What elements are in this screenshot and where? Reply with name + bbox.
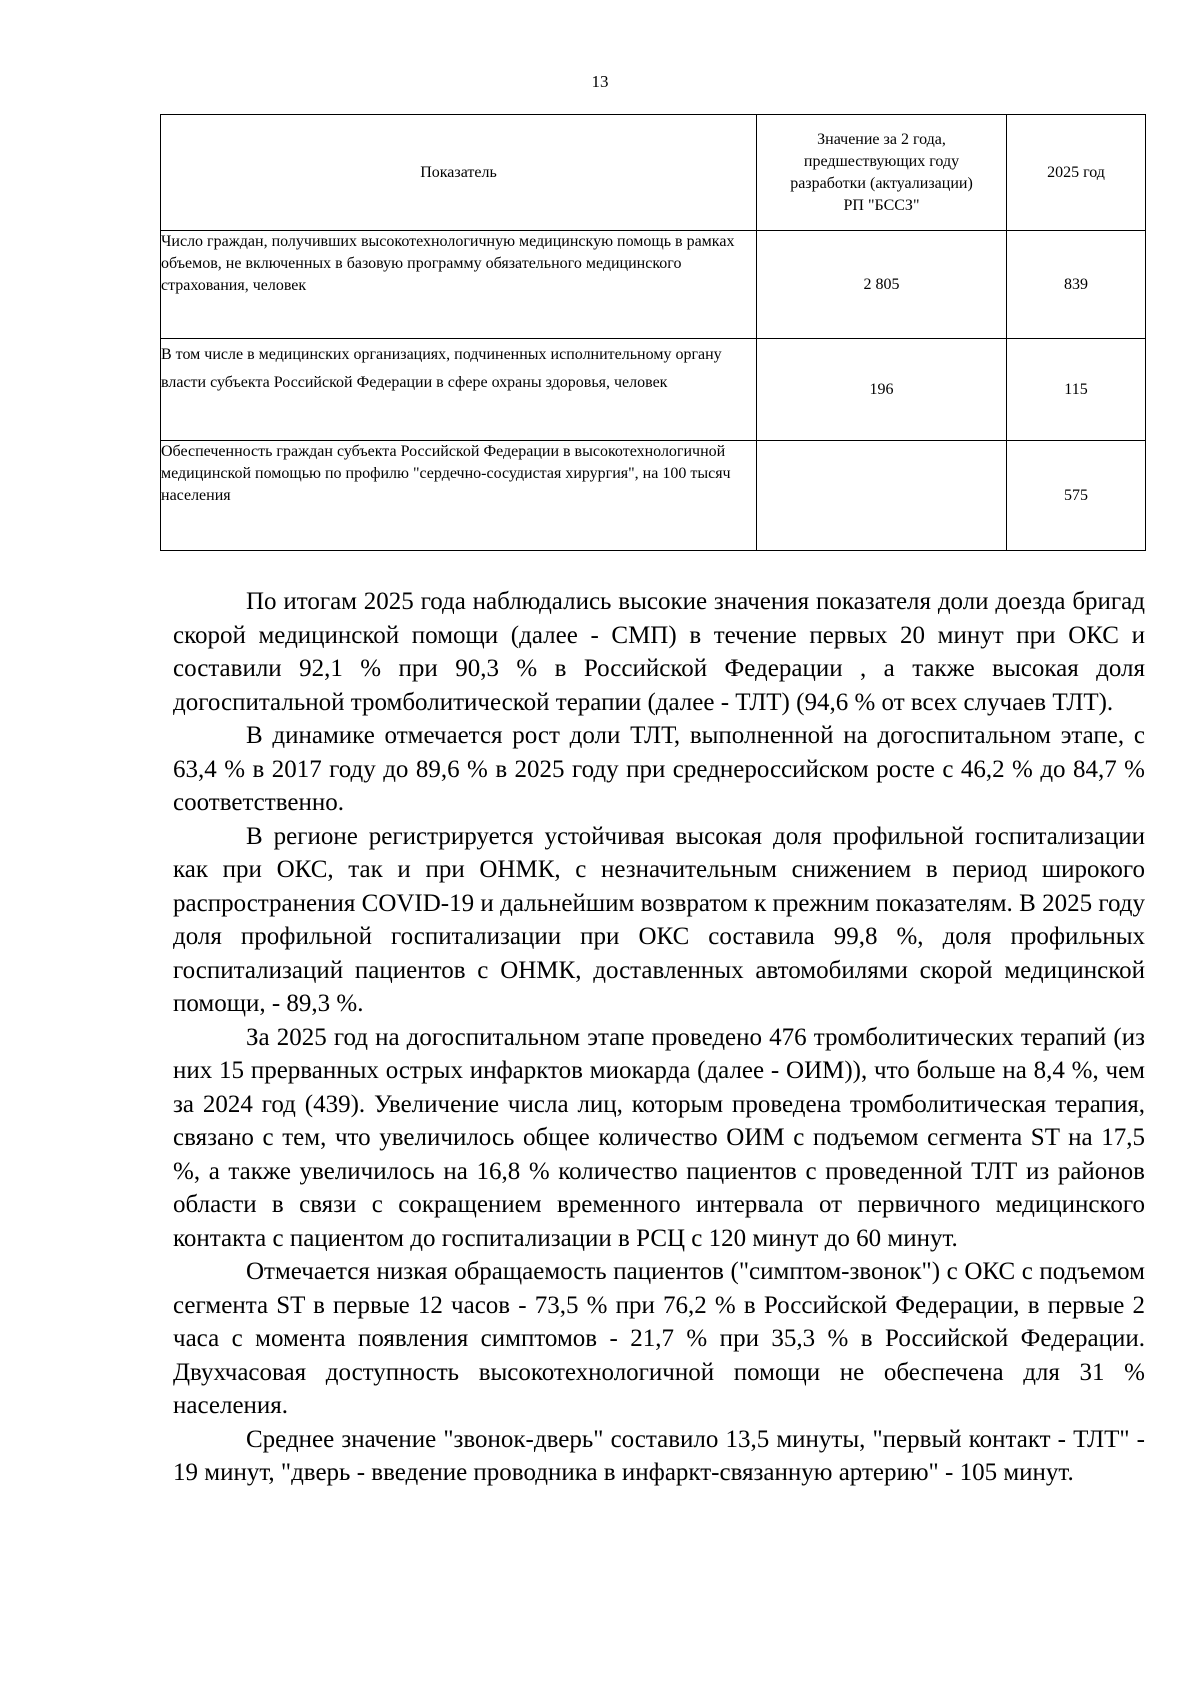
row-label: Число граждан, получивших высокотехнологичную медицинскую помощь в рамках объемов, не включенных в базовую программу обязательного медицинского страхования, человек [161, 231, 757, 339]
row-value-prev [757, 441, 1007, 551]
row-value-prev: 196 [757, 339, 1007, 441]
row-value-prev: 2 805 [757, 231, 1007, 339]
row-label: В том числе в медицинских организациях, подчиненных исполнительному органу власти субъекта Российской Федерации в сфере охраны здоровья, человек [161, 339, 757, 441]
row-label: Обеспеченность граждан субъекта Российской Федерации в высокотехнологичной медицинской помощью по профилю "сердечно-сосудистая хирургия", на 100 тысяч населения [161, 441, 757, 551]
body-text [173, 585, 1145, 1490]
row-value-year: 575 [1007, 441, 1146, 551]
paragraph: Среднее значение "звонок-дверь" составило 13,5 минуты, "первый контакт - ТЛТ" - 19 минут, "дверь - введение проводника в инфаркт-связанную артерию" - 105 минут. [173, 1425, 1145, 1486]
table-row [161, 441, 1146, 551]
table-header-row [161, 115, 1146, 231]
indicators-table [160, 114, 1146, 551]
row-value-year: 115 [1007, 339, 1146, 441]
paragraph: В динамике отмечается рост доли ТЛТ, выполненной на догоспитальном этапе, с 63,4 % в 2017 году до 89,6 % в 2025 году при среднероссийском росте с 46,2 % до 84,7 % соответственно. [173, 722, 1145, 816]
row-value-year: 839 [1007, 231, 1146, 339]
header-indicator: Показатель [161, 115, 757, 231]
paragraph: По итогам 2025 года наблюдались высокие значения показателя доли доезда бригад скорой медицинской помощи (далее - СМП) в течение первых 20 минут при ОКС и составили 92,1 % при 90,3 % в Российской Федерации , а также высокая доля догоспитальной тромболитической терапии (далее - ТЛТ) (94,6 % от всех случаев ТЛТ). [173, 588, 1145, 716]
paragraph: За 2025 год на догоспитальном этапе проведено 476 тромболитических терапий (из них 15 прерванных острых инфарктов миокарда (далее - ОИМ)), что больше на 8,4 %, чем за 2024 год (439). Увеличение числа лиц, которым проведена тромболитическая терапия, связано с тем, что увеличилось общее количество ОИМ с подъемом сегмента ST на 17,5 %, а также увеличилось на 16,8 % количество пациентов с проведенной ТЛТ из районов области в связи с сокращением временного интервала от первичного медицинского контакта с пациентом до госпитализации в РСЦ с 120 минут до 60 минут. [173, 1023, 1145, 1252]
table-row [161, 339, 1146, 441]
page-number: 13 [591, 72, 609, 91]
table-row [161, 231, 1146, 339]
header-value-prev: Значение за 2 года, предшествующих году разработки (актуализации) РП "БССЗ" [757, 115, 1007, 231]
paragraph: В регионе регистрируется устойчивая высокая доля профильной госпитализации как при ОКС, так и при ОНМК, с незначительным снижением в период широкого распространения COVID-19 и дальнейшим возвратом к прежним показателям. В 2025 году доля профильной госпитализации при ОКС составила 99,8 %, доля профильных госпитализаций пациентов с ОНМК, доставленных автомобилями скорой медицинской помощи, - 89,3 %. [173, 822, 1145, 1017]
header-year: 2025 год [1007, 115, 1146, 231]
paragraph: Отмечается низкая обращаемость пациентов ("симптом-звонок") с ОКС с подъемом сегмента ST в первые 12 часов - 73,5 % при 76,2 % в Российской Федерации, в первые 2 часа с момента появления симптомов - 21,7 % при 35,3 % в Российской Федерации. Двухчасовая доступность высокотехнологичной помощи не обеспечена для 31 % населения. [173, 1258, 1145, 1419]
